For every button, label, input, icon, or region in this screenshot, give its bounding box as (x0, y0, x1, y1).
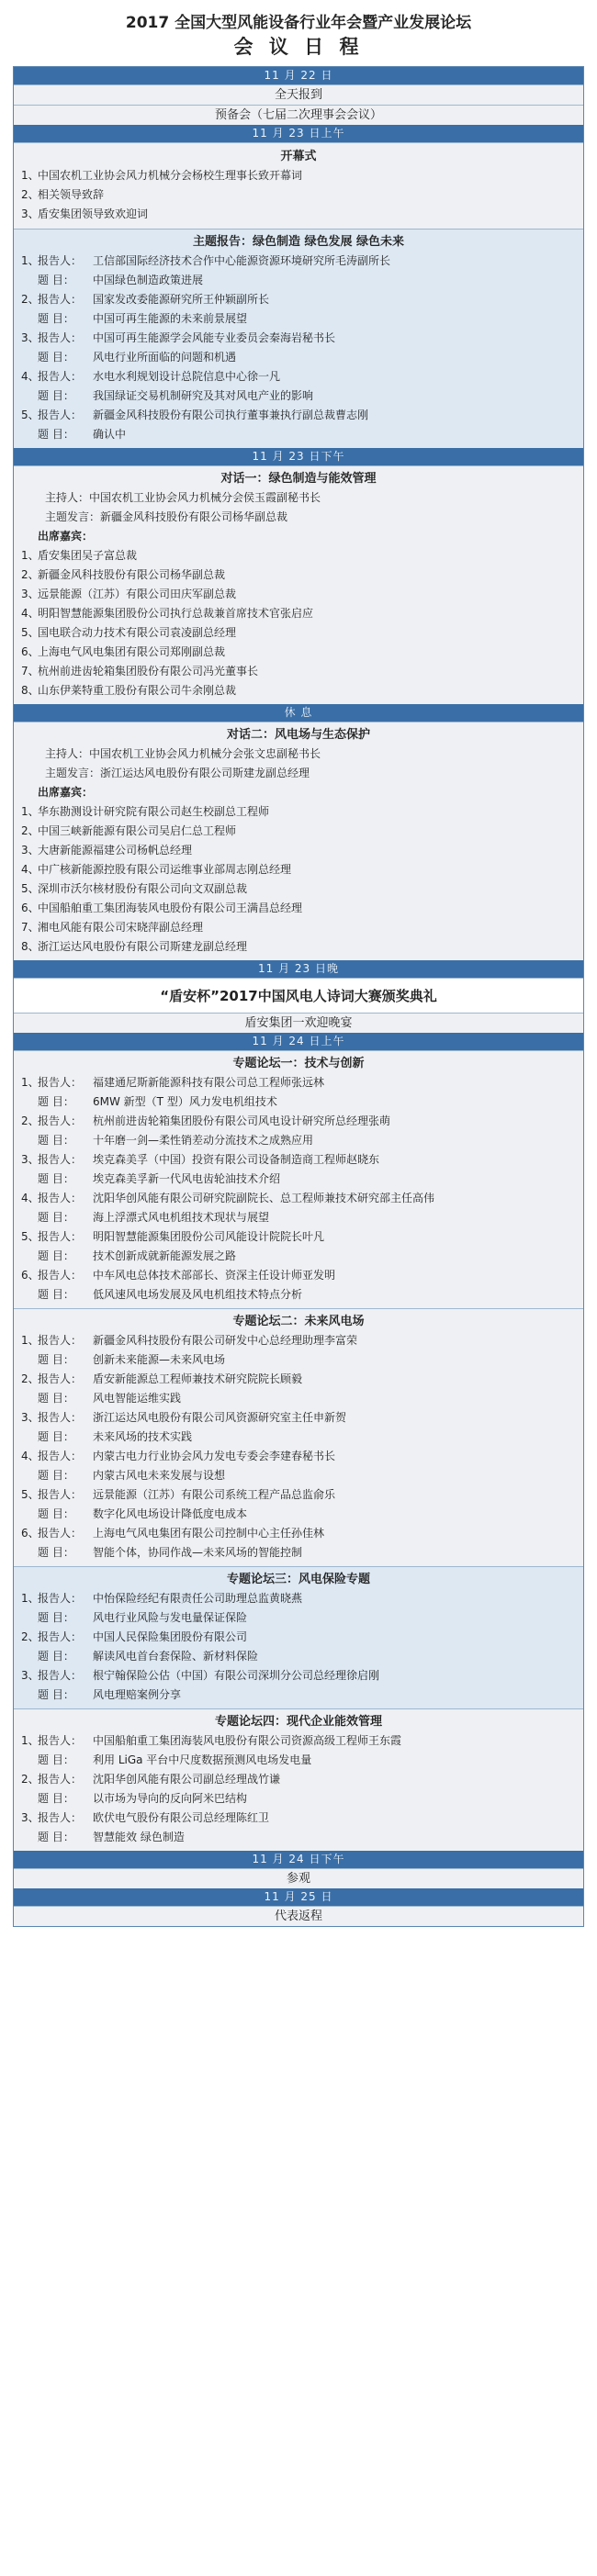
dialogue2-guest (21, 822, 576, 841)
item-key: 题 目： (38, 351, 74, 364)
item-text: 中国三峡新能源有限公司吴启仁总工程师 (38, 824, 237, 837)
item-key: 题 目： (38, 1469, 74, 1482)
forum1-entry (21, 1112, 576, 1131)
dialogue2-host: 主持人：中国农机工业协会风力机械分会张文忠副秘书长 (45, 747, 321, 760)
item-text: 浙江运达风电股份有限公司斯建龙副总经理 (38, 940, 248, 953)
item-key: 题 目： (38, 389, 74, 402)
item-text: 明阳智慧能源集团股份公司执行总裁兼首席技术官张启应 (38, 607, 314, 620)
forum2-entry (21, 1389, 576, 1408)
item-text: 中国人民保险集团股份有限公司 (93, 1630, 248, 1643)
item-number: 3、 (21, 1669, 39, 1682)
item-key: 题 目： (38, 1249, 74, 1262)
schedule-table (13, 66, 584, 1927)
item-number: 1、 (21, 549, 39, 562)
item-number: 6、 (21, 902, 39, 914)
item-number: 5、 (21, 626, 39, 639)
keynote-title: 主题报告：绿色制造 绿色发展 绿色未来 (192, 235, 405, 249)
registration-row: 全天报到 (14, 84, 583, 105)
item-text: 风电智能运维实践 (93, 1392, 182, 1405)
item-text: 湘电风能有限公司宋晓萍副总经理 (38, 921, 204, 934)
item-key: 题 目： (38, 1392, 74, 1405)
item-text: 新疆金风科技股份有限公司执行董事兼执行副总裁曹志刚 (93, 409, 369, 421)
item-number: 3、 (21, 1811, 39, 1824)
item-text: 明阳智慧能源集团股份公司风能设计院院长叶凡 (93, 1230, 325, 1243)
item-key: 题 目： (38, 312, 74, 325)
item-text: 利用 LiGa 平台中尺度数据预测风电场发电量 (93, 1753, 312, 1766)
item-number: 3、 (21, 844, 39, 857)
forum2-entry (21, 1350, 576, 1370)
item-number: 3、 (21, 207, 39, 220)
item-text: 杭州前进齿轮箱集团股份有限公司冯光董事长 (38, 665, 259, 678)
item-text: 远景能源（江苏）有限公司田庆军副总裁 (38, 588, 237, 600)
forum1-entry (21, 1189, 576, 1208)
item-text: 工信部国际经济技术合作中心能源资源环境研究所毛涛副所长 (93, 254, 391, 267)
item-key: 题 目： (38, 274, 74, 286)
item-text: 欧伏电气股份有限公司总经理陈红卫 (93, 1811, 270, 1824)
dialogue1-guest (21, 546, 576, 566)
item-number: 1、 (21, 805, 39, 818)
item-number: 4、 (21, 1192, 39, 1204)
dialogue1-guest (21, 566, 576, 585)
item-key: 题 目： (38, 1288, 74, 1301)
forum4-block (14, 1708, 583, 1851)
item-number: 4、 (21, 1450, 39, 1462)
item-number: 2、 (21, 188, 39, 201)
forum1-entry (21, 1266, 576, 1285)
day-header-nov23-pm: 11 月 23 日下午 (14, 448, 583, 465)
dialogue2-guest (21, 937, 576, 957)
item-text: 智能个体，协同作战—未来风场的智能控制 (93, 1546, 303, 1559)
item-key: 报告人： (38, 1114, 83, 1127)
item-number: 5、 (21, 1230, 39, 1243)
item-text: 风电行业所面临的问题和机遇 (93, 351, 237, 364)
item-text: 以市场为导向的反向阿米巴结构 (93, 1792, 248, 1805)
item-key: 题 目： (38, 1546, 74, 1559)
opening-block (14, 142, 583, 229)
day-header-nov25: 11 月 25 日 (14, 1888, 583, 1906)
item-number: 1、 (21, 1076, 39, 1089)
forum2-title: 专题论坛二：未来风电场 (232, 1315, 365, 1328)
item-number: 2、 (21, 1114, 39, 1127)
item-text: 山东伊莱特重工股份有限公司牛余刚总裁 (38, 684, 237, 697)
forum2-entry (21, 1428, 576, 1447)
item-text: 中国绿色制造政策进展 (93, 274, 204, 286)
item-number: 5、 (21, 1488, 39, 1501)
item-key: 题 目： (38, 1430, 74, 1443)
dialogue1-host: 主持人：中国农机工业协会风力机械分会侯玉霞副秘书长 (45, 491, 321, 504)
keynote-entry (21, 367, 576, 386)
dialogue1-guest (21, 681, 576, 700)
dialogue1-guest (21, 585, 576, 604)
item-text: 根宁翰保险公估（中国）有限公司深圳分公司总经理徐启刚 (93, 1669, 380, 1682)
item-text: 中国船舶重工集团海装风电股份有限公司王满昌总经理 (38, 902, 303, 914)
item-key: 报告人： (38, 370, 83, 383)
dialogue1-block (14, 465, 583, 704)
item-key: 报告人： (38, 1811, 83, 1824)
keynote-entry (21, 309, 576, 329)
item-number: 6、 (21, 1269, 39, 1282)
item-number: 8、 (21, 940, 39, 953)
dialogue1-guests-label: 出席嘉宾： (38, 530, 94, 543)
item-key: 报告人： (38, 1592, 83, 1605)
item-text: 中车风电总体技术部部长、资深主任设计师亚发明 (93, 1269, 336, 1282)
forum2-entry (21, 1524, 576, 1543)
item-key: 题 目： (38, 428, 74, 441)
item-number: 2、 (21, 1630, 39, 1643)
forum3-entry (21, 1686, 576, 1705)
dialogue2-guest (21, 918, 576, 937)
forum4-entry (21, 1809, 576, 1828)
item-text: 海上浮漂式风电机组技术现状与展望 (93, 1211, 270, 1224)
item-number: 3、 (21, 1411, 39, 1424)
item-key: 题 目： (38, 1134, 74, 1147)
forum3-title: 专题论坛三：风电保险专题 (226, 1573, 370, 1586)
item-text: 水电水利规划设计总院信息中心徐一凡 (93, 370, 281, 383)
day-header-nov24-pm: 11 月 24 日下午 (14, 1851, 583, 1868)
keynote-entry (21, 386, 576, 406)
forum4-entry (21, 1731, 576, 1751)
item-key: 报告人： (38, 1411, 83, 1424)
item-text: 上海电气风电集团有限公司郑刚副总裁 (38, 645, 226, 658)
item-number: 7、 (21, 921, 39, 934)
item-text: 远景能源（江苏）有限公司系统工程产品总监俞乐 (93, 1488, 336, 1501)
item-number: 2、 (21, 1372, 39, 1385)
item-key: 报告人： (38, 293, 83, 306)
item-number: 2、 (21, 1773, 39, 1786)
item-text: 浙江运达风电股份有限公司风资源研究室主任申新贺 (93, 1411, 347, 1424)
keynote-entry (21, 290, 576, 309)
item-key: 题 目： (38, 1753, 74, 1766)
opening-item (21, 166, 576, 185)
item-number: 2、 (21, 824, 39, 837)
item-key: 报告人： (38, 1076, 83, 1089)
item-text: 国电联合动力技术有限公司袁凌副总经理 (38, 626, 237, 639)
item-text: 中广核新能源控股有限公司运维事业部周志刚总经理 (38, 863, 292, 876)
forum1-entry (21, 1285, 576, 1305)
item-text: 风电行业风险与发电量保证保险 (93, 1611, 248, 1624)
item-text: 国家发改委能源研究所王仲颖副所长 (93, 293, 270, 306)
page-title: 2017 全国大型风能设备行业年会暨产业发展论坛 (125, 14, 472, 32)
dialogue1-guest (21, 623, 576, 643)
forum1-entry (21, 1131, 576, 1150)
dialogue2-guests-label: 出席嘉宾： (38, 786, 94, 799)
dialogue2-guest (21, 879, 576, 899)
item-text: 我国绿证交易机制研究及其对风电产业的影响 (93, 389, 314, 402)
dialogue1-title: 对话一：绿色制造与能效管理 (220, 472, 377, 486)
item-number: 2、 (21, 293, 39, 306)
day-header-nov23-am: 11 月 23 日上午 (14, 125, 583, 142)
item-text: 技术创新成就新能源发展之路 (93, 1249, 237, 1262)
forum3-entry (21, 1589, 576, 1608)
forum1-entry (21, 1227, 576, 1247)
forum3-entry (21, 1666, 576, 1686)
dialogue2-guest (21, 841, 576, 860)
opening-item (21, 205, 576, 224)
forum4-entry (21, 1828, 576, 1847)
dialogue1-guest (21, 604, 576, 623)
forum3-entry (21, 1628, 576, 1647)
forum2-entry (21, 1485, 576, 1505)
item-number: 4、 (21, 370, 39, 383)
item-key: 题 目： (38, 1507, 74, 1520)
item-text: 埃克森美孚（中国）投资有限公司设备制造商工程师赵晓东 (93, 1153, 380, 1166)
item-number: 1、 (21, 254, 39, 267)
opening-item (21, 185, 576, 205)
item-text: 中国农机工业协会风力机械分会杨校生理事长致开幕词 (38, 169, 303, 182)
item-number: 5、 (21, 409, 39, 421)
item-text: 创新未来能源—未来风电场 (93, 1353, 226, 1366)
keynote-entry (21, 271, 576, 290)
item-number: 3、 (21, 331, 39, 344)
item-key: 题 目： (38, 1172, 74, 1185)
item-key: 报告人： (38, 1450, 83, 1462)
item-text: 内蒙古风电未来发展与设想 (93, 1469, 226, 1482)
item-number: 3、 (21, 1153, 39, 1166)
item-key: 报告人： (38, 1488, 83, 1501)
item-number: 4、 (21, 863, 39, 876)
item-key: 题 目： (38, 1095, 74, 1108)
dialogue2-block (14, 722, 583, 960)
day-header-nov23-evening: 11 月 23 日晚 (14, 960, 583, 978)
dialogue1-speaker: 主题发言：新疆金风科技股份有限公司杨华副总裁 (45, 510, 288, 523)
dialogue1-guest (21, 643, 576, 662)
item-text: 盾安集团领导致欢迎词 (38, 207, 149, 220)
item-key: 报告人： (38, 1372, 83, 1385)
item-key: 报告人： (38, 1773, 83, 1786)
award-ceremony-title: “盾安杯”2017中国风电人诗词大赛颁奖典礼 (14, 978, 583, 1013)
departure-row: 代表返程 (14, 1906, 583, 1926)
item-key: 题 目： (38, 1792, 74, 1805)
item-number: 7、 (21, 665, 39, 678)
item-key: 报告人： (38, 409, 83, 421)
item-number: 1、 (21, 1592, 39, 1605)
opening-title: 开幕式 (280, 150, 317, 163)
item-text: 中国可再生能源的未来前景展望 (93, 312, 248, 325)
item-text: 新疆金风科技股份有限公司研发中心总经理助理李富荣 (93, 1334, 358, 1347)
item-text: 中国可再生能源学会风能专业委员会秦海岩秘书长 (93, 331, 336, 344)
item-number: 4、 (21, 607, 39, 620)
forum1-entry (21, 1073, 576, 1092)
page-subtitle: 会 议 日 程 (233, 36, 364, 58)
forum2-entry (21, 1543, 576, 1562)
keynote-entry (21, 329, 576, 348)
item-text: 低风速风电场发展及风电机组技术特点分析 (93, 1288, 303, 1301)
item-text: 风电理赔案例分享 (93, 1688, 182, 1701)
forum4-entry (21, 1789, 576, 1809)
forum4-entry (21, 1751, 576, 1770)
item-key: 报告人： (38, 331, 83, 344)
item-number: 1、 (21, 1734, 39, 1747)
item-text: 中怡保险经纪有限责任公司助理总监黄晓燕 (93, 1592, 303, 1605)
item-number: 1、 (21, 169, 39, 182)
day-header-nov22: 11 月 22 日 (14, 67, 583, 84)
keynote-entry (21, 406, 576, 425)
item-key: 报告人： (38, 1153, 83, 1166)
item-key: 报告人： (38, 254, 83, 267)
item-key: 报告人： (38, 1334, 83, 1347)
forum1-entry (21, 1150, 576, 1170)
item-text: 6MW 新型（T 型）风力发电机组技术 (93, 1095, 277, 1108)
item-key: 报告人： (38, 1269, 83, 1282)
dialogue2-speaker: 主题发言：浙江运达风电股份有限公司斯建龙副总经理 (45, 767, 310, 779)
forum1-entry (21, 1170, 576, 1189)
item-key: 报告人： (38, 1230, 83, 1243)
dialogue2-guest (21, 860, 576, 879)
item-text: 数字化风电场设计降低度电成本 (93, 1507, 248, 1520)
item-text: 杭州前进齿轮箱集团股份有限公司风电设计研究所总经理张萌 (93, 1114, 391, 1127)
item-text: 福建通尼斯新能源科技有限公司总工程师张远林 (93, 1076, 325, 1089)
item-number: 2、 (21, 568, 39, 581)
forum3-entry (21, 1608, 576, 1628)
item-number: 6、 (21, 645, 39, 658)
forum1-entry (21, 1208, 576, 1227)
item-text: 盾安集团吴子富总裁 (38, 549, 138, 562)
forum2-entry (21, 1447, 576, 1466)
visit-row: 参观 (14, 1868, 583, 1888)
item-key: 题 目： (38, 1650, 74, 1663)
item-text: 深圳市沃尔核材股份有限公司向文双副总裁 (38, 882, 248, 895)
dialogue2-guest (21, 899, 576, 918)
keynote-entry (21, 348, 576, 367)
keynote-block (14, 229, 583, 448)
item-key: 报告人： (38, 1630, 83, 1643)
item-text: 未来风场的技术实践 (93, 1430, 193, 1443)
item-text: 埃克森美孚新一代风电齿轮油技术介绍 (93, 1172, 281, 1185)
forum2-entry (21, 1505, 576, 1524)
item-text: 智慧能效 绿色制造 (93, 1831, 185, 1843)
forum2-entry (21, 1466, 576, 1485)
item-text: 盾安新能源总工程师兼技术研究院院长顾毅 (93, 1372, 303, 1385)
item-key: 题 目： (38, 1688, 74, 1701)
welcome-banquet-row: 盾安集团一欢迎晚宴 (14, 1013, 583, 1033)
keynote-entry (21, 252, 576, 271)
item-key: 报告人： (38, 1669, 83, 1682)
item-number: 1、 (21, 1334, 39, 1347)
item-number: 8、 (21, 684, 39, 697)
item-key: 报告人： (38, 1527, 83, 1540)
item-key: 题 目： (38, 1831, 74, 1843)
item-text: 中国船舶重工集团海装风电股份有限公司资源高级工程师王东霞 (93, 1734, 402, 1747)
keynote-entry (21, 425, 576, 444)
item-text: 内蒙古电力行业协会风力发电专委会李建春秘书长 (93, 1450, 336, 1462)
forum3-block (14, 1566, 583, 1708)
item-text: 上海电气风电集团有限公司控制中心主任孙佳林 (93, 1527, 325, 1540)
item-key: 题 目： (38, 1211, 74, 1224)
day-header-nov24-am: 11 月 24 日上午 (14, 1033, 583, 1050)
forum3-entry (21, 1647, 576, 1666)
item-text: 大唐新能源福建公司杨帆总经理 (38, 844, 193, 857)
item-key: 题 目： (38, 1611, 74, 1624)
item-number: 5、 (21, 882, 39, 895)
item-text: 解读风电首台套保险、新材料保险 (93, 1650, 259, 1663)
forum2-entry (21, 1331, 576, 1350)
forum4-entry (21, 1770, 576, 1789)
dialogue2-guest (21, 802, 576, 822)
item-key: 报告人： (38, 1734, 83, 1747)
forum4-title: 专题论坛四：现代企业能效管理 (214, 1715, 382, 1729)
forum2-entry (21, 1408, 576, 1428)
item-key: 题 目： (38, 1353, 74, 1366)
item-number: 6、 (21, 1527, 39, 1540)
item-text: 十年磨一剑—柔性销差动分流技术之成熟应用 (93, 1134, 314, 1147)
forum1-entry (21, 1247, 576, 1266)
premeeting-row: 预备会（七届二次理事会会议） (14, 105, 583, 125)
forum1-title: 专题论坛一：技术与创新 (232, 1057, 365, 1070)
forum1-entry (21, 1092, 576, 1112)
item-text: 华东勘测设计研究院有限公司赵生校副总工程师 (38, 805, 270, 818)
dialogue2-title: 对话二：风电场与生态保护 (226, 728, 370, 742)
break-bar: 休 息 (14, 704, 583, 722)
forum2-entry (21, 1370, 576, 1389)
item-text: 新疆金风科技股份有限公司杨华副总裁 (38, 568, 226, 581)
item-text: 沈阳华创风能有限公司副总经理战竹谦 (93, 1773, 281, 1786)
dialogue1-guest (21, 662, 576, 681)
forum1-block (14, 1050, 583, 1308)
item-text: 沈阳华创风能有限公司研究院副院长、总工程师兼技术研究部主任高伟 (93, 1192, 435, 1204)
forum2-block (14, 1308, 583, 1566)
item-number: 3、 (21, 588, 39, 600)
item-key: 报告人： (38, 1192, 83, 1204)
item-text: 相关领导致辞 (38, 188, 105, 201)
item-text: 确认中 (93, 428, 127, 441)
